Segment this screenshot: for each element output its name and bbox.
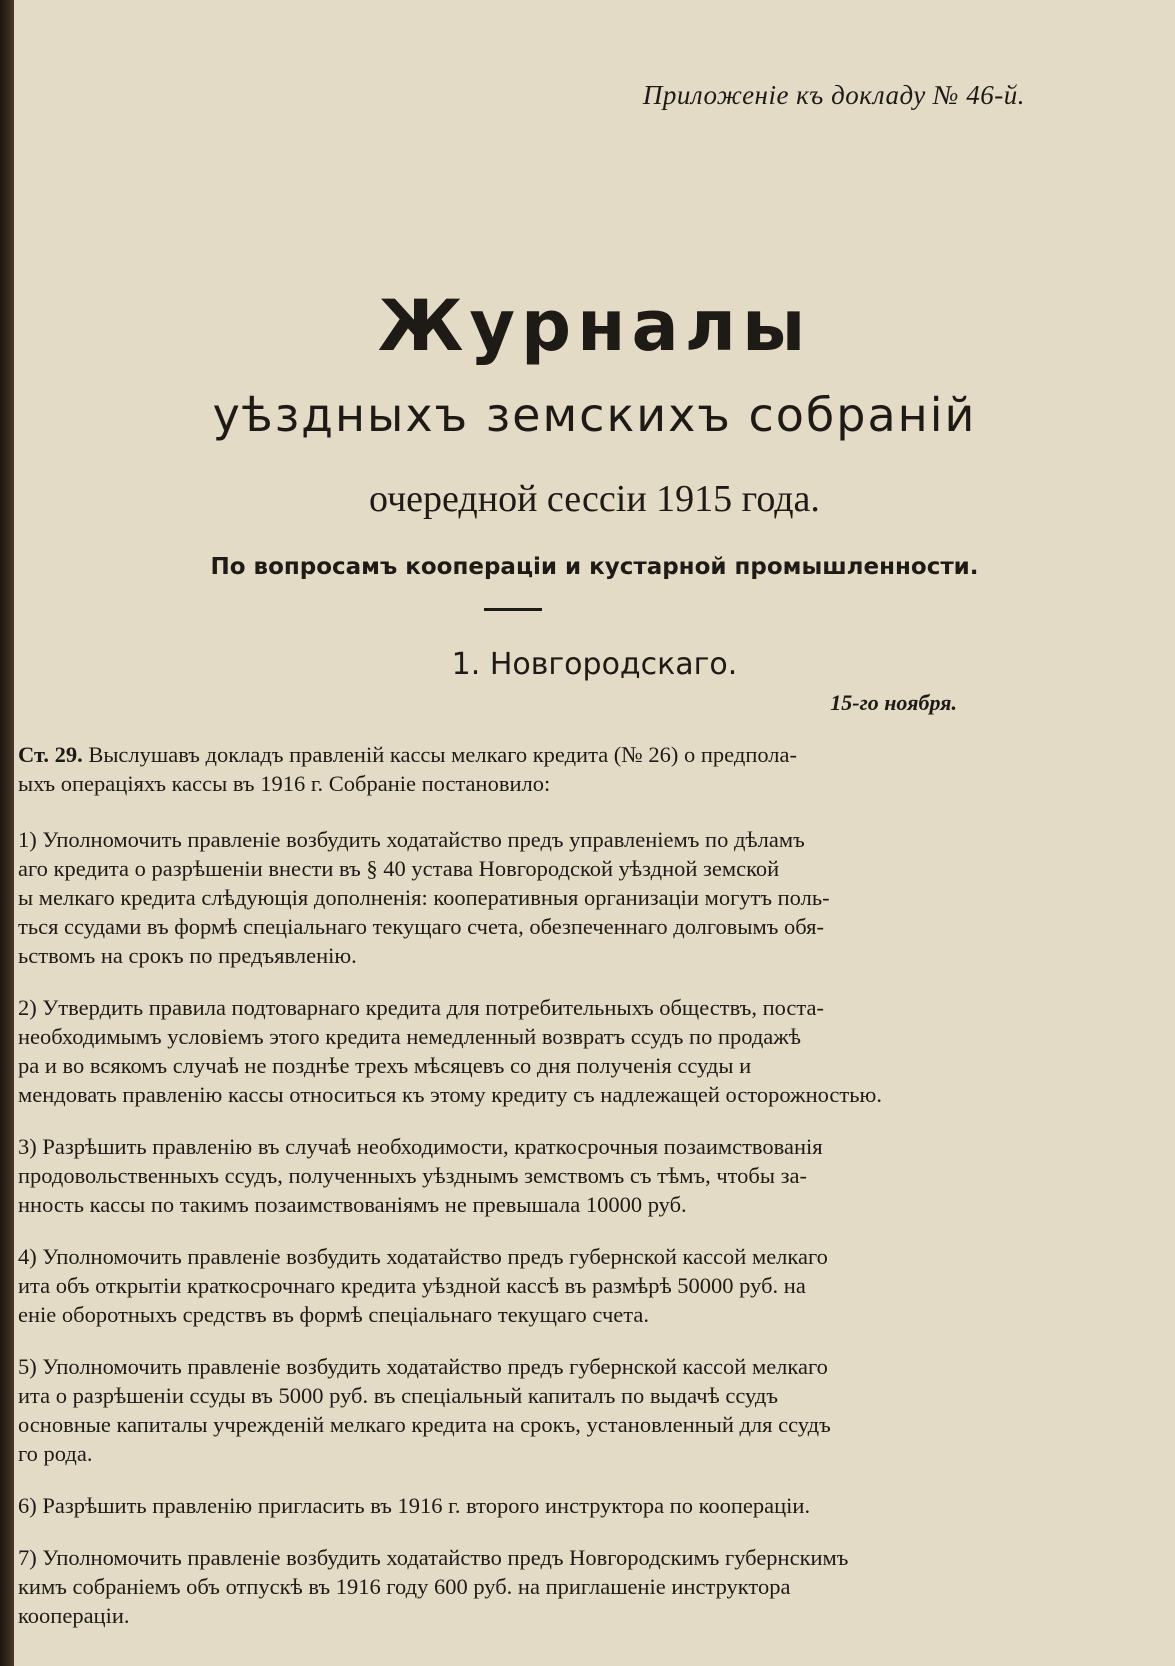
resolution-item — [18, 1491, 1049, 1520]
article-intro-line — [18, 740, 1049, 769]
document-title: Журналы — [377, 285, 812, 367]
resolution-item-line: ита объ открытіи краткосрочнаго кредита уѣздной кассѣ въ размѣрѣ 50000 руб. на — [18, 1273, 806, 1298]
topic-line: По вопросамъ кооперацiи и кустарной промышленности. — [210, 554, 979, 580]
resolution-item-line: аго кредита о разрѣшеніи внести въ § 40 устава Новгородской уѣздной земской — [18, 856, 780, 881]
resolution-item-line: 4) Уполномочить правленіе возбудить ходатайство предъ губернской кассой мелкаго — [18, 1244, 828, 1269]
resolution-item-line: нность кассы по такимъ позаимствованіямъ не превышала 10000 руб. — [18, 1192, 687, 1217]
resolution-item-line: 3) Разрѣшить правленію въ случаѣ необходимости, краткосрочныя позаимствованія — [18, 1134, 823, 1159]
resolution-item-line: 1) Уполномочить правленіе возбудить ходатайство предъ управленіемъ по дѣламъ — [18, 827, 805, 852]
resolution-item-line: 2) Утвердить правила подтоварнаго кредита для потребительныхъ обществъ, поста- — [18, 995, 825, 1020]
resolution-item — [18, 1242, 1049, 1329]
resolution-item-line: необходимымъ условіемъ этого кредита немедленный возвратъ ссудъ по продажѣ — [18, 1024, 802, 1049]
resolution-item-line: продовольственныхъ ссудъ, полученныхъ уѣзднымъ земствомъ съ тѣмъ, чтобы за- — [18, 1163, 807, 1188]
resolution-item-line: кимъ собраніемъ объ отпускѣ въ 1916 году 600 руб. на приглашеніе инструктора — [18, 1574, 791, 1599]
document-body — [18, 740, 1049, 1653]
resolution-item-line: ы мелкаго кредита слѣдующія дополненія: кооперативныя организаціи могутъ поль- — [18, 885, 830, 910]
session-line: очередной сессіи 1915 года. — [369, 478, 820, 520]
section-heading: 1. Новгородскаго. — [451, 647, 738, 682]
meeting-date: 15-го ноября. — [830, 690, 957, 715]
resolution-item — [18, 1132, 1049, 1219]
resolution-item-line: ра и во всякомъ случаѣ не позднѣе трехъ мѣсяцевъ со дня полученія ссуды и — [18, 1053, 752, 1078]
resolution-item-line: 7) Уполномочить правленіе возбудить ходатайство предъ Новгородскимъ губернскимъ — [18, 1545, 849, 1570]
resolution-item-line: ьствомъ на срокъ по предъявленію. — [18, 943, 357, 968]
article-intro — [18, 740, 1049, 798]
article-number: Ст. 29. — [18, 742, 83, 767]
divider-rule — [484, 608, 542, 611]
resolution-item-line: ита о разрѣшеніи ссуды въ 5000 руб. въ спеціальный капиталъ по выдачѣ ссудъ — [18, 1383, 778, 1408]
appendix-reference: Приложеніе къ докладу № 46-й. — [642, 80, 1025, 110]
resolution-item-line: ться ссудами въ формѣ спеціальнаго текущаго счета, обезпеченнаго долговымъ обя- — [18, 914, 825, 939]
article-intro-text: Выслушавъ докладъ правленій кассы мелкаго кредита (№ 26) о предпола- — [88, 742, 798, 767]
resolution-items — [18, 825, 1049, 1630]
book-binding-edge — [0, 0, 14, 1666]
resolution-item — [18, 1543, 1049, 1630]
resolution-item-line: кооперацiи. — [18, 1603, 130, 1628]
article-intro-line: ыхъ операціяхъ кассы въ 1916 г. Собраніе постановило: — [18, 771, 551, 796]
resolution-item-line: еніе оборотныхъ средствъ въ формѣ спеціальнаго текущаго счета. — [18, 1302, 649, 1327]
resolution-item-line: го рода. — [18, 1441, 93, 1466]
resolution-item — [18, 1352, 1049, 1468]
resolution-item — [18, 993, 1049, 1109]
resolution-item-line: основные капиталы учрежденій мелкаго кредита на срокъ, установленный для ссудъ — [18, 1412, 831, 1437]
resolution-item-line: 6) Разрѣшить правленію пригласить въ 1916 г. второго инструктора по коопераціи. — [18, 1493, 811, 1518]
document-subtitle: уѣздныхъ земскихъ собраній — [212, 388, 977, 442]
resolution-item — [18, 825, 1049, 970]
resolution-item-line: 5) Уполномочить правленіе возбудить ходатайство предъ губернской кассой мелкаго — [18, 1354, 828, 1379]
resolution-item-line: мендовать правленію кассы относиться къ этому кредиту съ надлежащей осторожностью. — [18, 1082, 882, 1107]
document-page — [14, 0, 1175, 1666]
